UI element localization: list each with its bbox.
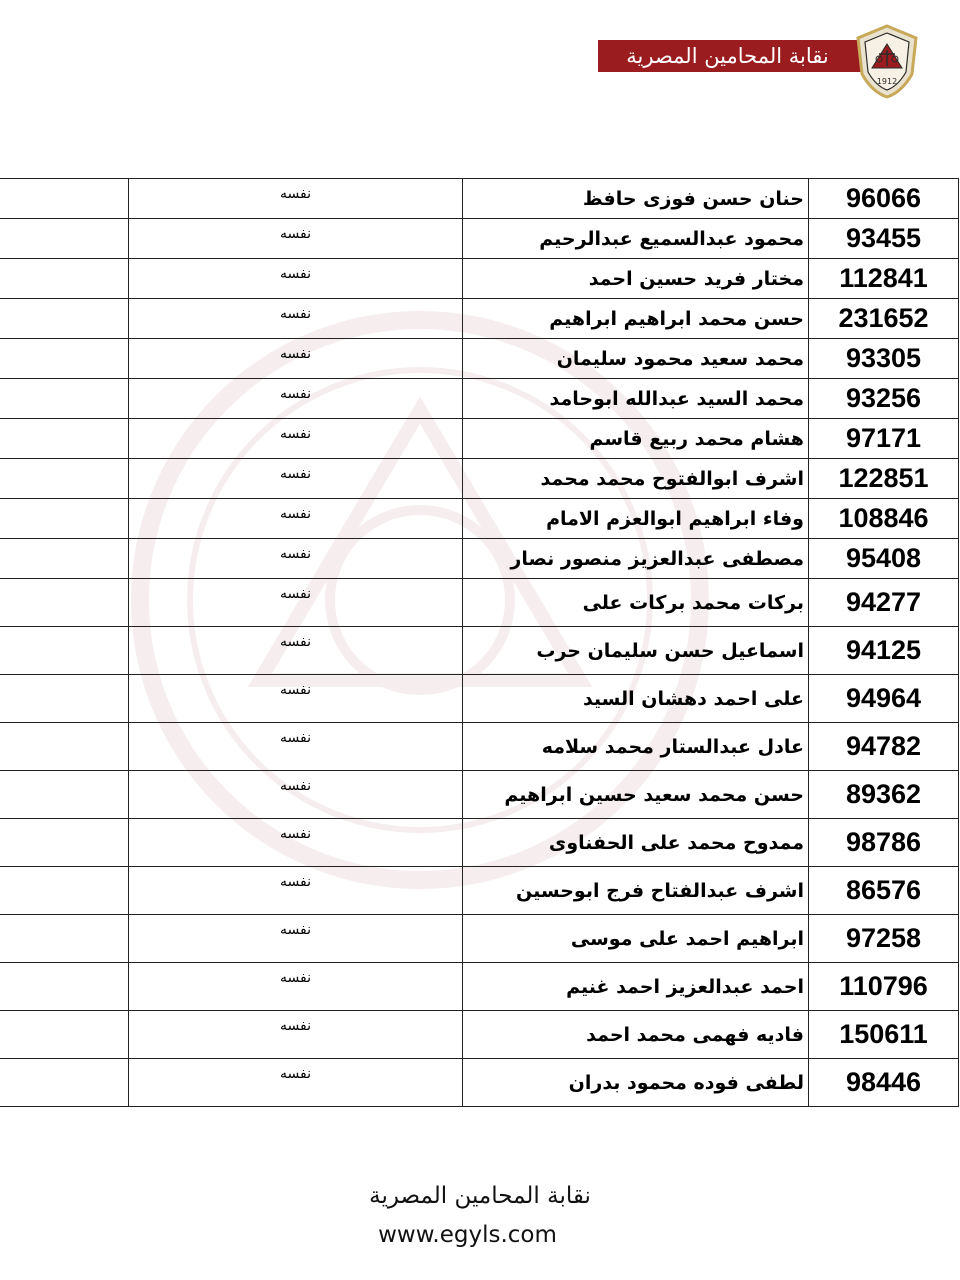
empty-cell — [0, 459, 129, 499]
table-row — [0, 627, 959, 675]
members-table — [0, 178, 959, 1107]
relation-text: نفسه — [280, 266, 311, 282]
table-row — [0, 219, 959, 259]
header-org-name: نقابة المحامين المصرية — [626, 44, 829, 68]
membership-number-cell: 150611 — [809, 1011, 959, 1059]
empty-cell — [0, 723, 129, 771]
member-name-cell: بركات محمد بركات على — [463, 579, 809, 627]
relation-text: نفسه — [280, 1066, 311, 1082]
table-row — [0, 419, 959, 459]
relation-text: نفسه — [280, 922, 311, 938]
footer-website-link[interactable]: www.egyls.com — [378, 1222, 557, 1248]
relation-text: نفسه — [280, 586, 311, 602]
relation-text: نفسه — [280, 386, 311, 402]
membership-number-cell: 94125 — [809, 627, 959, 675]
relation-cell — [129, 179, 463, 219]
empty-cell — [0, 915, 129, 963]
relation-text: نفسه — [280, 970, 311, 986]
membership-number-cell: 93455 — [809, 219, 959, 259]
relation-text: نفسه — [280, 226, 311, 242]
member-name-cell: حنان حسن فوزى حافظ — [463, 179, 809, 219]
relation-cell — [129, 579, 463, 627]
relation-cell — [129, 539, 463, 579]
empty-cell — [0, 379, 129, 419]
empty-cell — [0, 579, 129, 627]
table-row — [0, 379, 959, 419]
membership-number-cell: 108846 — [809, 499, 959, 539]
empty-cell — [0, 963, 129, 1011]
relation-cell — [129, 675, 463, 723]
relation-text: نفسه — [280, 730, 311, 746]
relation-text: نفسه — [280, 778, 311, 794]
empty-cell — [0, 219, 129, 259]
membership-number-cell: 95408 — [809, 539, 959, 579]
membership-number-cell: 231652 — [809, 299, 959, 339]
membership-number-cell: 93305 — [809, 339, 959, 379]
empty-cell — [0, 499, 129, 539]
syndicate-logo-icon — [852, 24, 922, 99]
relation-cell — [129, 259, 463, 299]
relation-text: نفسه — [280, 874, 311, 890]
relation-cell — [129, 819, 463, 867]
empty-cell — [0, 419, 129, 459]
relation-cell — [129, 771, 463, 819]
table-row — [0, 539, 959, 579]
membership-number-cell: 89362 — [809, 771, 959, 819]
empty-cell — [0, 819, 129, 867]
table-row — [0, 819, 959, 867]
empty-cell — [0, 179, 129, 219]
member-name-cell: مختار فريد حسين احمد — [463, 259, 809, 299]
membership-number-cell: 98446 — [809, 1059, 959, 1107]
member-name-cell: هشام محمد ربيع قاسم — [463, 419, 809, 459]
member-name-cell: حسن محمد ابراهيم ابراهيم — [463, 299, 809, 339]
relation-text: نفسه — [280, 1018, 311, 1034]
member-name-cell: ابراهيم احمد على موسى — [463, 915, 809, 963]
relation-cell — [129, 627, 463, 675]
header-banner — [598, 40, 863, 72]
relation-text: نفسه — [280, 466, 311, 482]
empty-cell — [0, 1011, 129, 1059]
empty-cell — [0, 299, 129, 339]
empty-cell — [0, 539, 129, 579]
member-name-cell: اشرف ابوالفتوح محمد محمد — [463, 459, 809, 499]
relation-cell — [129, 1011, 463, 1059]
relation-cell — [129, 299, 463, 339]
relation-cell — [129, 867, 463, 915]
relation-text: نفسه — [280, 346, 311, 362]
member-name-cell: عادل عبدالستار محمد سلامه — [463, 723, 809, 771]
table-row — [0, 963, 959, 1011]
membership-number-cell: 96066 — [809, 179, 959, 219]
member-name-cell: اسماعيل حسن سليمان حرب — [463, 627, 809, 675]
membership-number-cell: 94277 — [809, 579, 959, 627]
relation-cell — [129, 419, 463, 459]
relation-text: نفسه — [280, 634, 311, 650]
relation-cell — [129, 915, 463, 963]
relation-text: نفسه — [280, 506, 311, 522]
member-name-cell: حسن محمد سعيد حسين ابراهيم — [463, 771, 809, 819]
empty-cell — [0, 1059, 129, 1107]
relation-text: نفسه — [280, 546, 311, 562]
member-name-cell: محمد سعيد محمود سليمان — [463, 339, 809, 379]
table-row — [0, 867, 959, 915]
relation-cell — [129, 219, 463, 259]
membership-number-cell: 94964 — [809, 675, 959, 723]
membership-number-cell: 94782 — [809, 723, 959, 771]
membership-number-cell: 93256 — [809, 379, 959, 419]
table-row — [0, 723, 959, 771]
member-name-cell: محمود عبدالسميع عبدالرحيم — [463, 219, 809, 259]
relation-cell — [129, 459, 463, 499]
membership-number-cell: 97171 — [809, 419, 959, 459]
relation-cell — [129, 963, 463, 1011]
member-name-cell: على احمد دهشان السيد — [463, 675, 809, 723]
table-row — [0, 579, 959, 627]
relation-text: نفسه — [280, 682, 311, 698]
member-name-cell: مصطفى عبدالعزيز منصور نصار — [463, 539, 809, 579]
membership-number-cell: 98786 — [809, 819, 959, 867]
table-row — [0, 339, 959, 379]
table-row — [0, 1011, 959, 1059]
table-row — [0, 499, 959, 539]
empty-cell — [0, 339, 129, 379]
member-name-cell: وفاء ابراهيم ابوالعزم الامام — [463, 499, 809, 539]
table-row — [0, 1059, 959, 1107]
membership-number-cell: 97258 — [809, 915, 959, 963]
relation-cell — [129, 499, 463, 539]
member-name-cell: احمد عبدالعزيز احمد غنيم — [463, 963, 809, 1011]
table-row — [0, 299, 959, 339]
empty-cell — [0, 259, 129, 299]
relation-text: نفسه — [280, 426, 311, 442]
empty-cell — [0, 771, 129, 819]
membership-number-cell: 86576 — [809, 867, 959, 915]
empty-cell — [0, 627, 129, 675]
relation-cell — [129, 379, 463, 419]
table-row — [0, 915, 959, 963]
member-name-cell: ممدوح محمد على الحفناوى — [463, 819, 809, 867]
members-table-body — [0, 179, 959, 1107]
footer-org-name: نقابة المحامين المصرية — [369, 1183, 591, 1209]
membership-number-cell: 112841 — [809, 259, 959, 299]
member-name-cell: اشرف عبدالفتاح فرج ابوحسين — [463, 867, 809, 915]
member-name-cell: فاديه فهمى محمد احمد — [463, 1011, 809, 1059]
table-row — [0, 179, 959, 219]
relation-cell — [129, 723, 463, 771]
membership-number-cell: 110796 — [809, 963, 959, 1011]
relation-cell — [129, 339, 463, 379]
relation-text: نفسه — [280, 186, 311, 202]
membership-number-cell: 122851 — [809, 459, 959, 499]
logo-year: 1912 — [876, 77, 898, 86]
empty-cell — [0, 675, 129, 723]
relation-text: نفسه — [280, 826, 311, 842]
relation-cell — [129, 1059, 463, 1107]
table-row — [0, 459, 959, 499]
relation-text: نفسه — [280, 306, 311, 322]
table-row — [0, 259, 959, 299]
empty-cell — [0, 867, 129, 915]
member-name-cell: لطفى فوده محمود بدران — [463, 1059, 809, 1107]
table-row — [0, 675, 959, 723]
table-row — [0, 771, 959, 819]
member-name-cell: محمد السيد عبدالله ابوحامد — [463, 379, 809, 419]
